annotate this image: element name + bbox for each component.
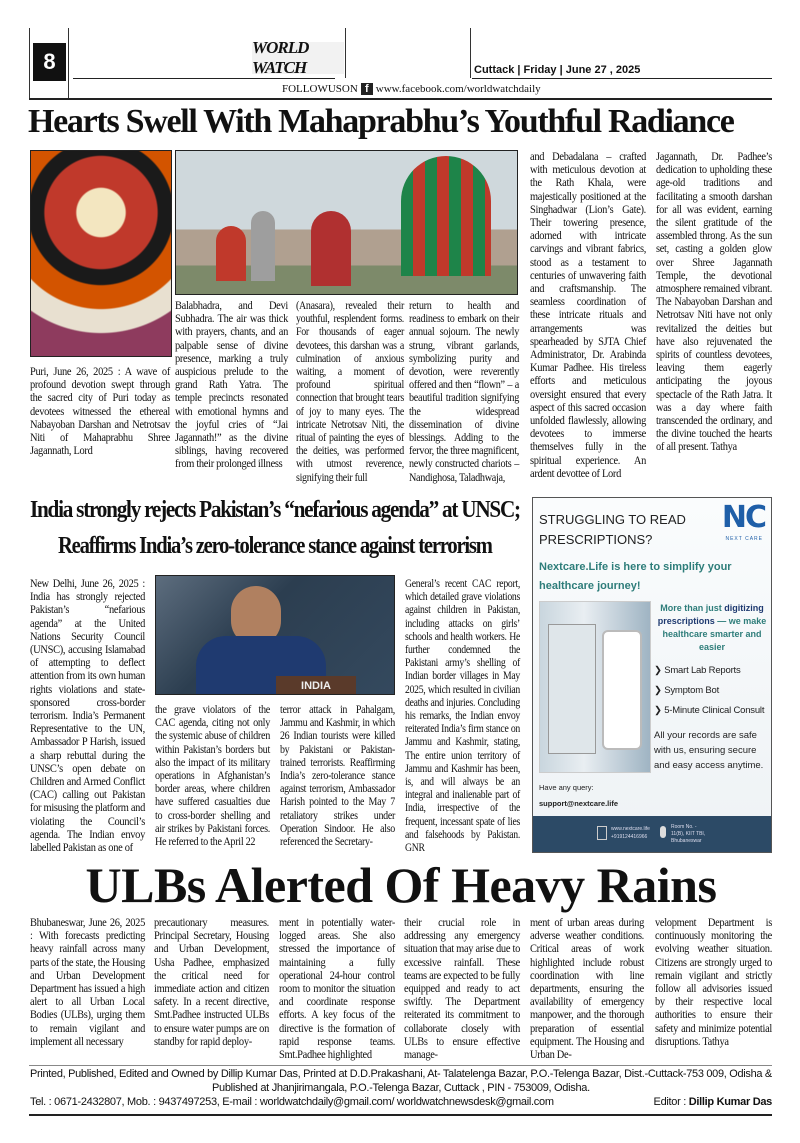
ad-title: STRUGGLING TO READ PRESCRIPTIONS? bbox=[539, 512, 686, 547]
india-nameplate: INDIA bbox=[276, 676, 356, 695]
ad-query-label: Have any query: bbox=[539, 783, 594, 792]
ad-email[interactable]: support@nextcare.life bbox=[539, 799, 618, 808]
rule bbox=[29, 1065, 772, 1066]
logo-text: WORLD WATCH bbox=[252, 38, 309, 77]
rule bbox=[68, 28, 69, 99]
story3-column: ment of urban areas during adverse weather conditions. Critical areas of work highlighted include robust coordination with line departments, ensuring the availability of emergency manpower, and the thorough preparation of essential equipment. The Housing and Urban De- bbox=[530, 916, 644, 1062]
tagline-highlight: digitizing prescriptions bbox=[657, 603, 764, 626]
feature-item bbox=[654, 681, 771, 701]
headline-story2-line2: Reaffirms India’s zero-tolerance stance against terrorism bbox=[58, 533, 492, 559]
story1-column: Balabhadra, and Devi Subhadra. The air was thick with prayers, chants, and an palpable sense of divine presence, marking a truly auspicious prelude to the grand Rath Yatra. The temple precincts resonated with emotional hymns and the joyful cries of “Jai Jagannath!” as the divine siblings, having recovered from their prolonged illness bbox=[175, 299, 288, 471]
rule bbox=[470, 28, 471, 78]
rule bbox=[29, 28, 30, 99]
story1-column: and Debadalana – crafted with meticulous devotion at the Rath Khala, were majestically positioned at the Singhadwar (Lion’s Gate). Their towering presence, adorned with intricate carvings and vibrant fabrics, stood as a testament to centuries of unwavering faith and craftsmanship. The seamless coordination of these intricate rituals and arrangements was spearheaded by SJTA Chief Administrator, Dr. Arabinda Kumar Padhee. His tireless efforts and meticulous oversight ensured that every aspect of this sacred occasion unfolded flawlessly, allowing devotees to immerse themselves fully in the spiritual experience. An ardent devottee of Lord bbox=[530, 150, 646, 480]
facebook-icon[interactable]: f bbox=[361, 83, 373, 95]
feature-label: 5-Minute Clinical Consult bbox=[664, 705, 765, 716]
feature-label: Smart Lab Reports bbox=[664, 665, 741, 676]
editor-label: Editor : bbox=[653, 1096, 689, 1108]
tagline-part: — we make healthcare smarter and easier bbox=[662, 616, 767, 652]
story2-column: terror attack in Pahalgam, Jammu and Kashmir, in which 26 Indian tourists were killed by Pakistani or Pakistan-trained terrorists. Reaffirming India’s zero-tolerance stance against terrorism, Ambassador Harish pointed to the May 7 retaliatory strikes under Operation Sindoor. He also referenced the Secretary- bbox=[280, 703, 395, 849]
contact-icon bbox=[597, 826, 607, 840]
chevron-right-icon: ❯ bbox=[654, 665, 665, 676]
ad-feature-list bbox=[654, 661, 771, 721]
rule bbox=[345, 28, 346, 78]
rule bbox=[73, 78, 335, 79]
ad-subtitle: Nextcare.Life is here to simplify your healthcare journey! bbox=[539, 561, 732, 592]
chevron-right-icon: ❯ bbox=[654, 705, 665, 716]
nextcare-logo: NC bbox=[721, 500, 765, 535]
story3-column: their crucial role in addressing any emergency situation that may arise due to excessive rainfall. These teams are expected to be fully equipped and ready to act swiftly. The Department reiterated its commitment to collaborate closely with ULBs to ensure effective manage- bbox=[404, 916, 520, 1062]
story1-column: return to health and readiness to embark on their annual sojourn. The newly strung, vibrant garlands, symbolizing purity and devotion, were reverently offered and then “flown” – a beautiful tradition signifying the widespread dissemination of divine blessings. Adding to the fervor, the three magnificent, newly constructed chariots – Nandighosa, Taladhwaja, bbox=[409, 299, 519, 484]
rule bbox=[29, 1114, 772, 1116]
follow-label: FOLLOWUSON bbox=[282, 83, 358, 95]
headline-story2-line1: India strongly rejects Pakistan’s “nefarious agenda” at UNSC; bbox=[30, 497, 520, 523]
ad-tagline bbox=[654, 602, 770, 654]
editor-credit bbox=[654, 1096, 772, 1108]
nextcare-advertisement[interactable] bbox=[532, 497, 772, 853]
newspaper-logo bbox=[252, 38, 344, 77]
imprint-line1: Printed, Published, Edited and Owned by Dillip Kumar Das, Printed at D.D.Prakashani, At- Talatelenga Bazar, P.O.-Telenga Bazar, Dist.-Cuttack-753 009, Odisha & bbox=[30, 1068, 772, 1080]
headline-story3: ULBs Alerted Of Heavy Rains bbox=[85, 857, 717, 913]
story3-column: ment in potentially water-logged areas. She also stressed the importance of maintaining a fully operational 24-hour control room to monitor the situation and coordinate response efforts. A key focus of the directive is the formation of rapid response teams. Smt.Padhee highlighted bbox=[279, 916, 395, 1062]
rule bbox=[29, 98, 772, 100]
story1-column: Puri, June 26, 2025 : A wave of profound devotion swept through the sacred city of Puri today as devotees witnessed the ethereal Nabayoban Darshan and Netrotsav Niti of Mahaprabhu Shree Jagannath, Lord bbox=[30, 365, 170, 458]
feature-label: Symptom Bot bbox=[664, 685, 720, 696]
headline-story1: Hearts Swell With Mahaprabhu’s Youthful Radiance bbox=[28, 103, 734, 140]
facebook-link[interactable]: www.facebook.com/worldwatchdaily bbox=[375, 83, 541, 95]
doctor-phone-image bbox=[539, 601, 651, 773]
chevron-right-icon: ❯ bbox=[654, 685, 665, 696]
imprint-contact-row bbox=[30, 1096, 772, 1108]
story1-column: (Anasara), revealed their youthful, resplendent forms. For thousands of eager devotees, this darshan was a culmination of anxious waiting, a moment of profound spiritual connection that brought tears of joy to many eyes. The intricate Netrotsav Niti, the ritual of painting the eyes of the deities, was performed with utmost reverence, signifying their full bbox=[296, 299, 404, 484]
story2-column: General’s recent CAC report, which detailed grave violations against children in Pakistan, including attacks on girls’ schools and health workers. He further condemned the Pakistani army’s shelling of Indian border villages in May 2025, which resulted in civilian deaths and injuries. Concluding his remarks, the Indian envoy reiterated India’s firm stance on Jammu and Kashmir, stating, The entire union territory of Jammu and Kashmir has been, is, and will always be an integral and inalienable part of India, irrespective of the frequent, incessant spate of lies and falsehoods by Pakistan. GNR bbox=[405, 577, 520, 855]
story2-column: the grave violators of the CAC agenda, citing not only the systemic abuse of children within Pakistan’s borders but also the impact of its military operations in Afghanistan’s border areas, where children have suffered casualties due to cross-border shelling and air strikes by Pakistani forces. He referred to the April 22 bbox=[155, 703, 270, 849]
editor-name: Dillip Kumar Das bbox=[688, 1096, 772, 1108]
feature-item bbox=[654, 701, 771, 721]
location-pin-icon bbox=[660, 826, 666, 838]
ad-phone: +919124416966 bbox=[611, 834, 648, 840]
page-number: 8 bbox=[33, 43, 66, 81]
ad-address: Room No. - 11(B), KIIT TBI, Bhubaneswar bbox=[671, 824, 706, 844]
un-ambassador-photo bbox=[155, 575, 395, 695]
rule bbox=[472, 78, 772, 79]
story3-column: Bhubaneswar, June 26, 2025 : With forecasts predicting heavy rainfall across many parts of the state, the Housing and Urban Development Department has issued a high alert to all Urban Local Bodies (ULBs), urging them to remain vigilant and implement all necessary bbox=[30, 916, 145, 1048]
ad-footer bbox=[533, 816, 771, 852]
dateline: Cuttack | Friday | June 27 , 2025 bbox=[474, 64, 641, 76]
imprint-contact: Tel. : 0671-2432807, Mob. : 9437497253, E-mail : worldwatchdaily@gmail.com/ worldwatchnewsdesk@gmail.com bbox=[30, 1096, 554, 1108]
nextcare-logo-sub: NEXT CARE bbox=[725, 536, 763, 542]
imprint-line2: Published at Jhanjirimangala, P.O.-Telenga Bazar, Cuttack , PIN - 753009, Odisha. bbox=[212, 1082, 590, 1094]
story1-column: Jagannath, Dr. Padhee’s dedication to upholding these age-old traditions and facilitating a smooth darshan for all was evident, earning the silent gratitude of the assembled throng. As the sun set, casting a golden glow over Shree Jagannath Temple, the devotional atmosphere remained vibrant. The Nabayoban Darshan and Netrotsav Niti have not only revitalized the deities but have also rejuvenated the spirits of countless devotees, leaving them eagerly anticipating the joyous spectacle of the Rath Jatra. It was a day where faith transcended the ordinary, and the divine touched the hearts of all present. Tathya bbox=[656, 150, 772, 454]
follow-us bbox=[282, 83, 541, 95]
rath-chariots-photo bbox=[175, 150, 518, 295]
ad-website[interactable]: www.nextcare.life bbox=[611, 826, 650, 832]
ad-secure-text: All your records are safe with us, ensuring secure and easy access anytime. bbox=[654, 730, 764, 771]
jagannath-deity-photo bbox=[30, 150, 172, 357]
story2-column: New Delhi, June 26, 2025 : India has strongly rejected Pakistan’s “nefarious agenda” at the United Nations Security Council (UNSC), accusing Islamabad of attempting to deflect attention from its own human rights violations and state-sponsored cross-border terrorism. India’s Permanent Representative to the UN, Ambassador P Harish, issued a sharp rebuttal during the UNSC’s open debate on Children and Armed Conflict (CAC) calling out Pakistan for misusing the platform and violating the Council’s agenda. The Indian envoy labelled Pakistan as one of bbox=[30, 577, 145, 855]
feature-item bbox=[654, 661, 771, 681]
story3-column: velopment Department is continuously monitoring the evolving weather situation. Citizens are strongly urged to remain vigilant and strictly follow all advisories issued by their respective local authorities to ensure their safety and minimize potential disruptions. Tathya bbox=[655, 916, 772, 1048]
tagline-part: More than just bbox=[660, 603, 725, 613]
story3-column: precautionary measures. Principal Secretary, Housing and Urban Development, Usha Padhee, emphasized the critical need for immediate action and citizen safety. In a recent directive, Smt.Padhee instructed ULBs to ensure water pumps are on standby for rapid deploy- bbox=[154, 916, 269, 1048]
